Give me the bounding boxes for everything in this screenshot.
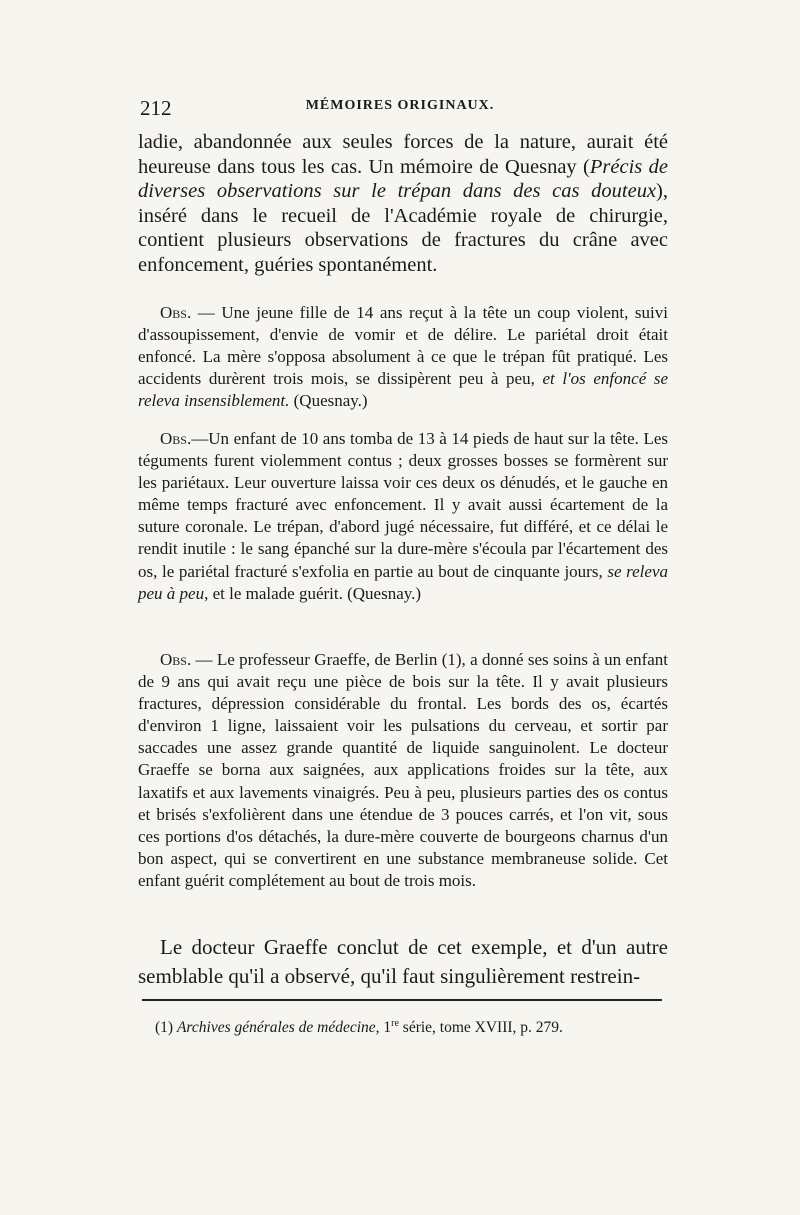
observation-3	[138, 649, 668, 892]
body-paragraph-1	[138, 130, 668, 277]
footnote	[155, 1014, 675, 1038]
body1-text-1: ladie, abandonnée aux seules forces de la nature, aurait été heureuse dans tous les cas. Un mémoire de Quesnay (	[138, 131, 668, 178]
footnote-series-number: 1	[383, 1019, 392, 1036]
obs1-text-2: (Quesnay.)	[289, 391, 368, 411]
body1-text-2: ), inséré dans le recueil de l'Académie royale de chirurgie, contient plusieurs observations de fractures du crâne avec enfoncement, guéries spontanément.	[138, 180, 668, 276]
obs1-italic: et l'os enfoncé se releva insensiblement.	[138, 369, 668, 411]
footnote-series-superscript: re	[391, 1018, 399, 1029]
footnote-journal: Archives générales de médecine,	[176, 1019, 380, 1036]
observation-1	[138, 302, 668, 412]
obs-label: Obs.	[160, 303, 192, 322]
obs1-text-1: — Une jeune fille de 14 ans reçut à la tête un coup violent, suivi d'assoupissement, d'envie de vomir et de délire. Le pariétal droit était enfoncé. La mère s'opposa absolument à ce que le trépan fût pratiqué. Les accidents durèrent trois mois, se dissipèrent peu à peu,	[138, 303, 668, 389]
running-title: MÉMOIRES ORIGINAUX.	[305, 98, 495, 113]
page-header	[140, 96, 660, 126]
obs2-italic: se releva peu à peu	[138, 561, 668, 603]
footnote-divider	[142, 999, 662, 1001]
observation-2	[138, 428, 668, 605]
obs3-text-1: — Le professeur Graeffe, de Berlin (1), a donné ses soins à un enfant de 9 ans qui avait reçu une pièce de bois sur la tête. Il y avait plusieurs fractures, dépression considérable du frontal. Les bords des os, écartés d'environ 1 ligne, laissaient voir les pulsations du cerveau, et sortir par saccades une assez grande quantité de liquide sanguinolent. Le docteur Graeffe se borna aux saignées, aux applications froides sur la tête, aux laxatifs et aux lavements vinaigrés. Peu à peu, plusieurs parties des os contus et brisés s'exfolièrent dans une étendue de 3 pouces carrés, et l'on vit, sous ces portions d'os détachés, la dure-mère couverte de bourgeons charnus d'un bon aspect, qui se convertirent en une substance membraneuse solide. Cet enfant guérit complétement au bout de trois mois.	[138, 650, 668, 890]
obs-label: Obs.	[160, 429, 192, 448]
footnote-rest: série, tome XVIII, p. 279.	[398, 1019, 563, 1036]
obs2-text-1: —Un enfant de 10 ans tomba de 13 à 14 pieds de haut sur la tête. Les téguments furent violemment contus ; deux grosses bosses se formèrent sur les pariétaux. Leur ouverture laissa voir ces deux os dénudés, et le gauche en même temps fracturé avec enfoncement. Il y avait aussi écartement de la suture coronale. Le trépan, d'abord jugé nécessaire, fut différé, et ce délai le rendit inutile : le sang épanché sur la dure-mère s'écoula par l'écartement des os, le pariétal fracturé s'exfolia en partie au bout de cinquante jours,	[138, 429, 668, 581]
page-number: 212	[140, 96, 172, 120]
memoir-title: Précis de diverses observations sur le trépan dans des cas douteux	[138, 155, 668, 202]
body-paragraph-2: Le docteur Graeffe conclut de cet exemple, et d'un autre semblable qu'il a observé, qu'il faut singulièrement restrein-	[138, 935, 668, 988]
footnote-marker: (1)	[155, 1019, 174, 1036]
obs2-text-2: , et le malade guérit. (Quesnay.)	[204, 583, 422, 603]
obs-label: Obs.	[160, 650, 192, 669]
